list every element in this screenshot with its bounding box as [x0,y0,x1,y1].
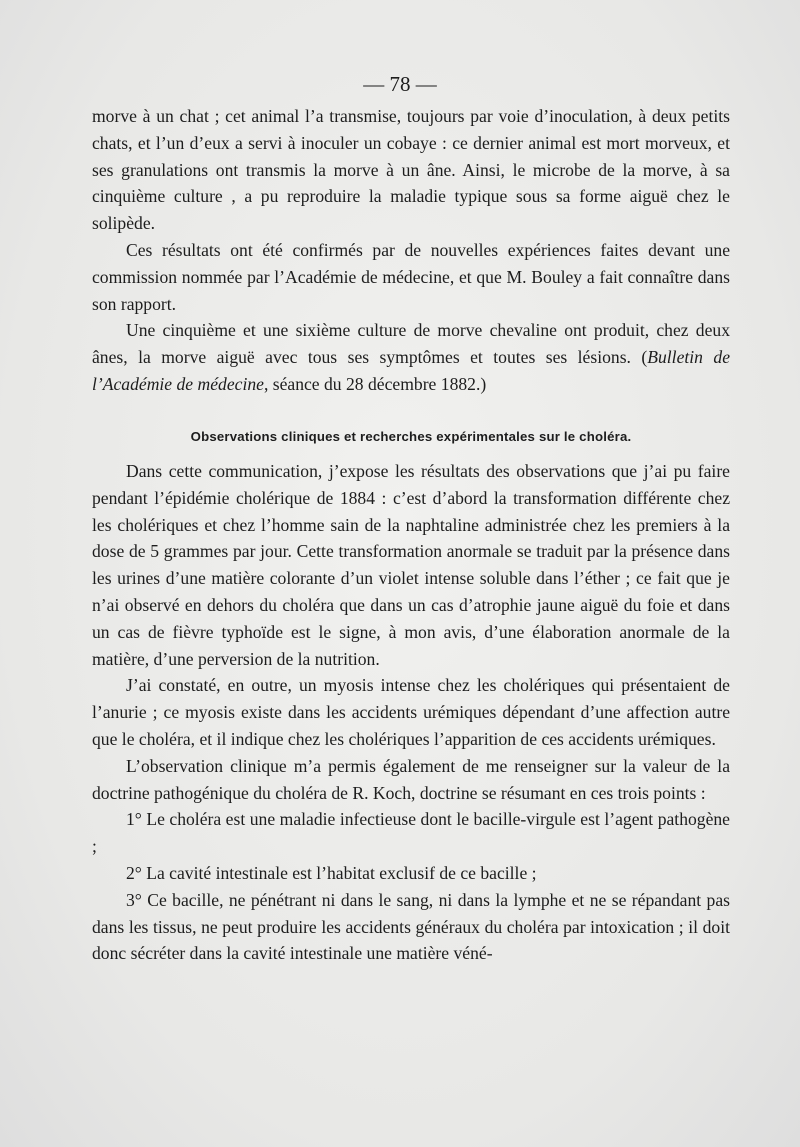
list-item-point-3: 3° Ce bacille, ne pénétrant ni dans le sang, ni dans la lymphe et ne se répandant pas dans les tissus, ne peut produire les accidents généraux du choléra par intoxication ; il doit donc sécréter dans la cavité intestinale une matière véné- [92,889,730,964]
paragraph-cinquieme-culture-date: , séance du 28 décembre 1882.) [263,373,487,394]
bulletin-citation: Bulletin de l’Académie de médecine [92,347,730,394]
paragraph-doctrine-koch: L’observation clinique m’a permis également de me renseigner sur la valeur de la doctrine pathogénique du choléra de R. Koch, doctrine se résumant en ces trois points : [92,755,730,803]
section-heading: Observations cliniques et recherches expérimentales sur le choléra. [190,429,632,444]
list-item-point-1: 1° Le choléra est une maladie infectieuse dont le bacille-virgule est l’agent pathogène ; [92,809,730,857]
paragraph-epidemie-1884: Dans cette communication, j’expose les résultats des observations que j’ai pu faire pendant l’épidémie cholérique de 1884 : c’est d’abord la transformation différente chez les cholériques et chez l’homme sain de la naphtaline administrée chez les premiers à la dose de 5 grammes par jour. Cette transformation anormale se traduit par la présence dans les urines d’une matière colorante d’un violet intense soluble dans l’éther ; ce fait que je n’ai observé en dehors du choléra que dans un cas d’atrophie jaune aiguë du foie et dans un cas de fièvre typhoïde est le signe, à mon avis, d’une élaboration anormale de la matière, d’une perversion de la nutrition. [92,461,730,669]
paragraph-cinquieme-culture [92,317,730,397]
text-block-lower [92,458,730,967]
text-block-upper [92,103,730,398]
paragraph-morve-transmission: morve à un chat ; cet animal l’a transmise, toujours par voie d’inoculation, à deux petits chats, et l’un d’eux a servi à inoculer un cobaye : ce dernier animal est mort morveux, et ses granulations ont transmis la morve à un âne. Ainsi, le microbe de la morve, à sa cinquième culture , a pu reproduire la maladie typique sous sa forme aiguë chez le solipède. [92,106,730,234]
list-item-point-2: 2° La cavité intestinale est l’habitat exclusif de ce bacille ; [126,862,537,883]
page-number: — 78 — [363,72,437,96]
paragraph-academie-confirmation: Ces résultats ont été confirmés par de nouvelles expériences faites devant une commission nommée par l’Académie de médecine, et que M. Bouley a fait connaître dans son rapport. [92,239,730,314]
paragraph-cinquieme-culture-text: Une cinquième et une sixième culture de morve chevaline ont produit, chez deux ânes, la morve aiguë avec tous ses symptômes et toutes ses lésions. ( [92,320,730,368]
paragraph-myosis: J’ai constaté, en outre, un myosis intense chez les cholériques qui présentaient de l’anurie ; ce myosis existe dans les accidents urémiques dépendant d’une affection autre que le choléra, et il indique chez les cholériques l’apparition de ces accidents urémiques. [92,675,730,749]
